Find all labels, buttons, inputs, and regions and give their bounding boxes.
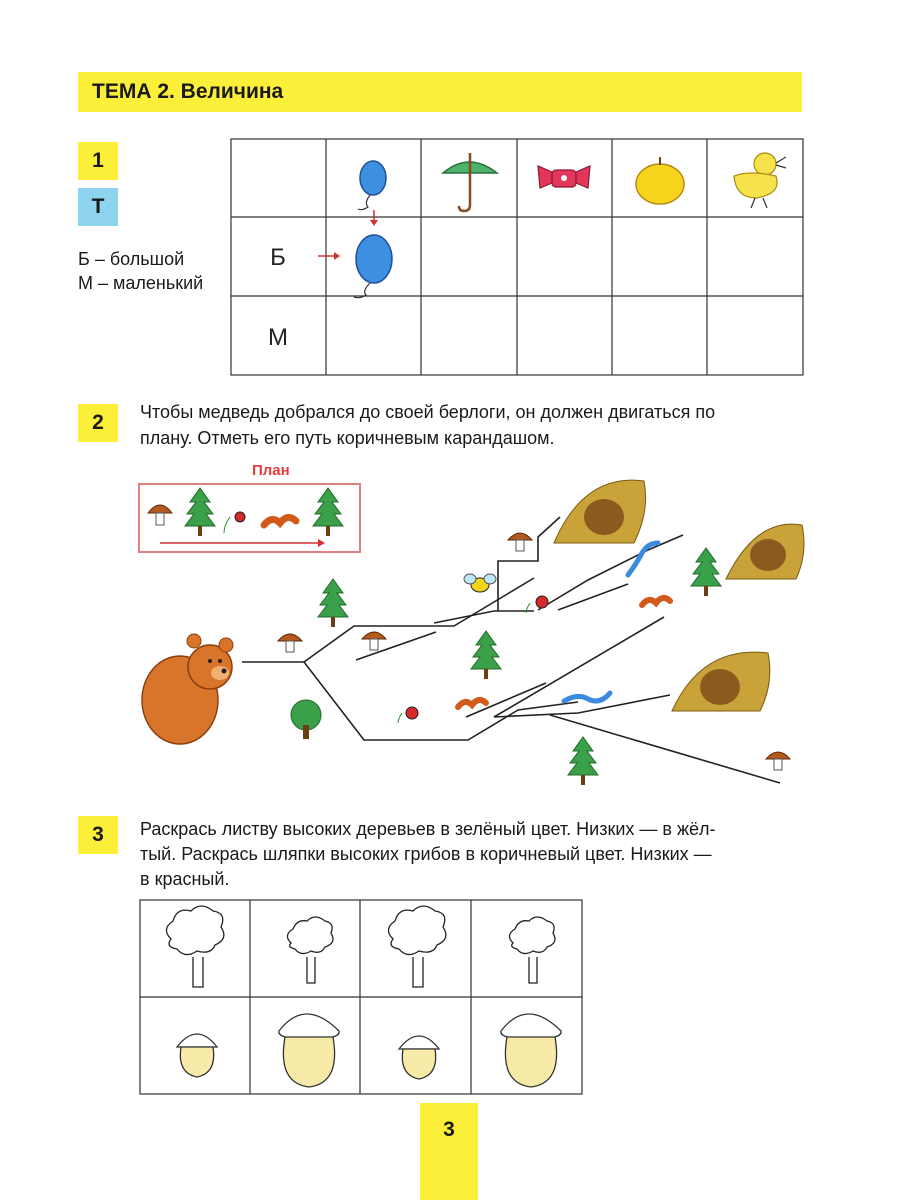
row-label-big: Б: [270, 244, 286, 271]
plan-title: План: [252, 462, 290, 479]
topic-title: ТЕМА 2. Величина: [92, 80, 284, 103]
task-2-text-line-2: плану. Отметь его путь коричневым карандашом.: [140, 428, 555, 448]
mushroom-icon: [508, 533, 532, 551]
bush-icon: [291, 700, 321, 739]
legend-small: М – маленький: [78, 273, 204, 293]
plan-caterpillar-icon: [264, 517, 296, 525]
row-label-small: М: [268, 324, 288, 351]
short-tree-icon: [287, 917, 333, 983]
mushroom-icon: [278, 634, 302, 652]
bee-icon: [464, 574, 496, 592]
mushroom-icon: [766, 752, 790, 770]
plan-tree-icon-2: [313, 488, 343, 536]
mushroom-icon: [362, 632, 386, 650]
tree-icon: [691, 548, 721, 596]
bear-icon: [142, 634, 233, 744]
task-3-text-line-1: Раскрась листву высоких деревьев в зелёный цвет. Низких — в жёл-: [140, 819, 716, 839]
big-balloon-example: [354, 235, 392, 298]
apple-icon: [636, 157, 684, 204]
ladybug-icon: [398, 707, 418, 723]
den-icon: [726, 524, 804, 579]
tree-icon: [471, 631, 501, 679]
task-3-text-line-2: тый. Раскрась шляпки высоких грибов в коричневый цвет. Низких —: [140, 844, 712, 864]
short-tree-icon: [509, 917, 555, 983]
maze-diagram: [130, 455, 810, 795]
task-2-text-line-1: Чтобы медведь добрался до своей берлоги, он должен двигаться по: [140, 402, 716, 422]
umbrella-icon: [443, 153, 497, 211]
task-1-number: 1: [78, 142, 118, 180]
tall-mushroom-icon: [279, 1014, 339, 1087]
tall-mushroom-icon: [501, 1014, 561, 1087]
den-icon: [554, 480, 646, 543]
snake-icon: [564, 693, 610, 701]
size-table: [230, 138, 804, 378]
caterpillar-icon: [642, 598, 670, 605]
task-2-number: 2: [78, 404, 118, 442]
page-number: 3: [443, 1118, 455, 1141]
tree-icon: [568, 737, 598, 785]
legend-big: Б – большой: [78, 249, 185, 269]
short-mushroom-icon: [399, 1036, 439, 1079]
plan-mushroom-icon: [148, 505, 172, 525]
tall-tree-icon: [388, 906, 445, 987]
caterpillar-icon: [458, 700, 486, 707]
candy-icon: [538, 166, 590, 188]
plan-tree-icon-1: [185, 488, 215, 536]
task-1-tag: Т: [78, 188, 118, 226]
den-icon: [672, 652, 770, 711]
task-3-number: 3: [78, 816, 118, 854]
coloring-table: [139, 899, 584, 1097]
chick-icon: [734, 153, 786, 208]
balloon-icon: [358, 161, 386, 210]
task-3-text-line-3: в красный.: [140, 869, 230, 889]
tree-icon: [318, 579, 348, 627]
short-mushroom-icon: [177, 1034, 217, 1077]
tall-tree-icon: [166, 906, 223, 987]
plan-ladybug-icon: [224, 512, 245, 533]
